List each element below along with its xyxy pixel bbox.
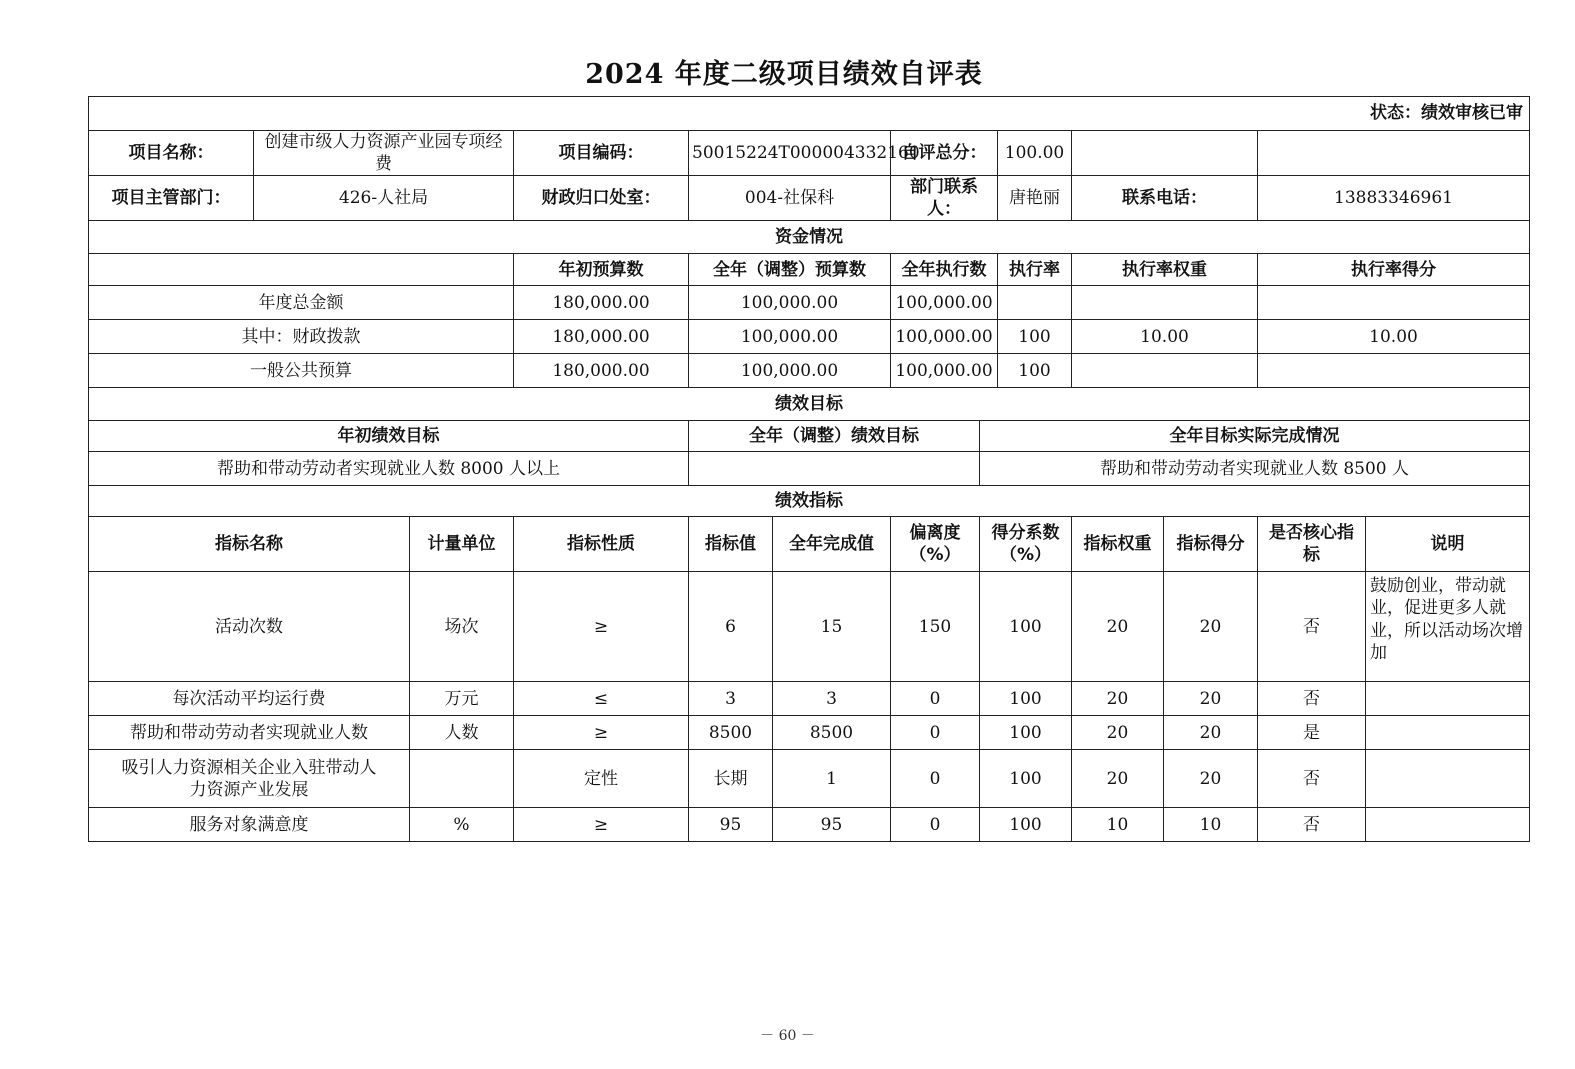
ind-weight: 10 — [1072, 808, 1164, 842]
phone-label: 联系电话： — [1072, 176, 1258, 221]
goals-header-adjusted: 全年（调整）绩效目标 — [689, 421, 980, 452]
funds-initial: 180,000.00 — [514, 286, 689, 320]
self-score: 100.00 — [998, 131, 1072, 176]
funds-header-score: 执行率得分 — [1258, 254, 1530, 286]
funds-score — [1258, 286, 1530, 320]
self-score-label: 自评总分： — [891, 131, 998, 176]
ind-target: 95 — [689, 808, 773, 842]
ind-coef: 100 — [980, 808, 1072, 842]
goals-header-initial: 年初绩效目标 — [89, 421, 689, 452]
ind-done: 8500 — [773, 716, 891, 750]
ind-weight: 20 — [1072, 750, 1164, 808]
ind-nature: ≤ — [514, 682, 689, 716]
funds-score — [1258, 354, 1530, 388]
goal-initial: 帮助和带动劳动者实现就业人数 8000 人以上 — [89, 452, 689, 486]
ind-nature: ≥ — [514, 716, 689, 750]
funds-initial: 180,000.00 — [514, 354, 689, 388]
ind-deviation: 0 — [891, 682, 980, 716]
funds-rate — [998, 286, 1072, 320]
ind-header-unit: 计量单位 — [410, 517, 514, 572]
ind-deviation: 0 — [891, 750, 980, 808]
project-code: 50015224T000004332160 — [689, 131, 891, 176]
funds-weight: 10.00 — [1072, 320, 1258, 354]
funds-executed: 100,000.00 — [891, 320, 998, 354]
ind-header-name: 指标名称 — [89, 517, 410, 572]
funds-executed: 100,000.00 — [891, 354, 998, 388]
funds-header-rate: 执行率 — [998, 254, 1072, 286]
table-row — [89, 354, 1530, 388]
ind-nature: ≥ — [514, 808, 689, 842]
ind-header-coef-line2: （%） — [999, 545, 1052, 566]
ind-coef: 100 — [980, 750, 1072, 808]
ind-weight: 20 — [1072, 682, 1164, 716]
ind-header-weight: 指标权重 — [1072, 517, 1164, 572]
ind-weight: 20 — [1072, 572, 1164, 682]
ind-weight: 20 — [1072, 716, 1164, 750]
ind-core: 否 — [1258, 808, 1366, 842]
funds-rate: 100 — [998, 354, 1072, 388]
ind-target: 长期 — [689, 750, 773, 808]
office-label: 财政归口处室： — [514, 176, 689, 221]
ind-header-target: 指标值 — [689, 517, 773, 572]
ind-header-core — [1258, 517, 1366, 572]
funds-header-adjusted: 全年（调整）预算数 — [689, 254, 891, 286]
goals-section-title: 绩效目标 — [89, 388, 1530, 421]
ind-name-line1: 吸引人力资源相关企业入驻带动人 — [121, 757, 377, 778]
ind-name: 服务对象满意度 — [89, 808, 410, 842]
ind-score: 20 — [1164, 572, 1258, 682]
ind-target: 8500 — [689, 716, 773, 750]
contact: 唐艳丽 — [998, 176, 1072, 221]
funds-row-label: 年度总金额 — [89, 286, 514, 320]
funds-adjusted: 100,000.00 — [689, 354, 891, 388]
ind-coef: 100 — [980, 716, 1072, 750]
ind-header-done: 全年完成值 — [773, 517, 891, 572]
ind-score: 10 — [1164, 808, 1258, 842]
contact-label: 部门联系人： — [891, 176, 998, 221]
funds-initial: 180,000.00 — [514, 320, 689, 354]
ind-name — [89, 750, 410, 808]
ind-header-note: 说明 — [1366, 517, 1530, 572]
ind-deviation: 0 — [891, 808, 980, 842]
ind-score: 20 — [1164, 682, 1258, 716]
funds-weight — [1072, 354, 1258, 388]
dept-label: 项目主管部门： — [89, 176, 254, 221]
empty-cell — [89, 254, 514, 286]
ind-header-deviation — [891, 517, 980, 572]
table-row — [89, 682, 1530, 716]
funds-header-executed: 全年执行数 — [891, 254, 998, 286]
goal-actual: 帮助和带动劳动者实现就业人数 8500 人 — [980, 452, 1530, 486]
funds-header-initial: 年初预算数 — [514, 254, 689, 286]
funds-adjusted: 100,000.00 — [689, 286, 891, 320]
table-row — [89, 808, 1530, 842]
ind-unit: 场次 — [410, 572, 514, 682]
ind-done: 95 — [773, 808, 891, 842]
ind-core: 是 — [1258, 716, 1366, 750]
funds-adjusted: 100,000.00 — [689, 320, 891, 354]
ind-header-core-line1: 是否核心指 — [1269, 523, 1354, 544]
ind-deviation: 150 — [891, 572, 980, 682]
page-title: 2024 年度二级项目绩效自评表 — [585, 59, 983, 90]
empty-cell — [1072, 131, 1258, 176]
ind-unit: 万元 — [410, 682, 514, 716]
ind-header-deviation-line2: （%） — [909, 545, 961, 566]
table-row — [89, 572, 1530, 682]
ind-done: 3 — [773, 682, 891, 716]
ind-core: 否 — [1258, 750, 1366, 808]
ind-done: 15 — [773, 572, 891, 682]
page-number: － 60 － — [760, 1028, 815, 1044]
project-name-label: 项目名称： — [89, 131, 254, 176]
ind-target: 6 — [689, 572, 773, 682]
ind-core: 否 — [1258, 572, 1366, 682]
phone: 13883346961 — [1258, 176, 1530, 221]
ind-header-nature: 指标性质 — [514, 517, 689, 572]
table-row — [89, 286, 1530, 320]
ind-header-coef — [980, 517, 1072, 572]
ind-header-score: 指标得分 — [1164, 517, 1258, 572]
ind-unit: % — [410, 808, 514, 842]
ind-header-coef-line1: 得分系数 — [991, 523, 1060, 544]
table-row — [89, 716, 1530, 750]
ind-done: 1 — [773, 750, 891, 808]
funds-header-weight: 执行率权重 — [1072, 254, 1258, 286]
ind-header-core-line2: 标 — [1303, 545, 1320, 566]
funds-section-title: 资金情况 — [89, 221, 1530, 254]
goals-header-actual: 全年目标实际完成情况 — [980, 421, 1530, 452]
ind-core: 否 — [1258, 682, 1366, 716]
ind-coef: 100 — [980, 572, 1072, 682]
ind-unit — [410, 750, 514, 808]
ind-note — [1366, 682, 1530, 716]
project-name: 创建市级人力资源产业园专项经费 — [254, 131, 514, 176]
ind-target: 3 — [689, 682, 773, 716]
indicators-section-title: 绩效指标 — [89, 486, 1530, 517]
ind-nature: ≥ — [514, 572, 689, 682]
ind-name: 活动次数 — [89, 572, 410, 682]
ind-note — [1366, 750, 1530, 808]
ind-deviation: 0 — [891, 716, 980, 750]
ind-note — [1366, 808, 1530, 842]
ind-coef: 100 — [980, 682, 1072, 716]
funds-score: 10.00 — [1258, 320, 1530, 354]
ind-note: 鼓励创业，带动就业，促进更多人就业，所以活动场次增加 — [1366, 572, 1530, 682]
ind-unit: 人数 — [410, 716, 514, 750]
ind-score: 20 — [1164, 716, 1258, 750]
funds-row-label: 一般公共预算 — [89, 354, 514, 388]
funds-weight — [1072, 286, 1258, 320]
office: 004-社保科 — [689, 176, 891, 221]
project-code-label: 项目编码： — [514, 131, 689, 176]
dept: 426-人社局 — [254, 176, 514, 221]
ind-nature: 定性 — [514, 750, 689, 808]
status-cell: 状态：绩效审核已审 — [89, 97, 1530, 131]
table-row — [89, 320, 1530, 354]
ind-name-line2: 力资源产业发展 — [189, 779, 309, 800]
funds-executed: 100,000.00 — [891, 286, 998, 320]
ind-score: 20 — [1164, 750, 1258, 808]
performance-table — [88, 96, 1530, 842]
table-row — [89, 750, 1530, 808]
ind-name: 每次活动平均运行费 — [89, 682, 410, 716]
funds-rate: 100 — [998, 320, 1072, 354]
ind-name: 帮助和带动劳动者实现就业人数 — [89, 716, 410, 750]
empty-cell — [1258, 131, 1530, 176]
ind-note — [1366, 716, 1530, 750]
funds-row-label: 其中：财政拨款 — [89, 320, 514, 354]
ind-header-deviation-line1: 偏离度 — [909, 523, 961, 544]
goal-adjusted — [689, 452, 980, 486]
